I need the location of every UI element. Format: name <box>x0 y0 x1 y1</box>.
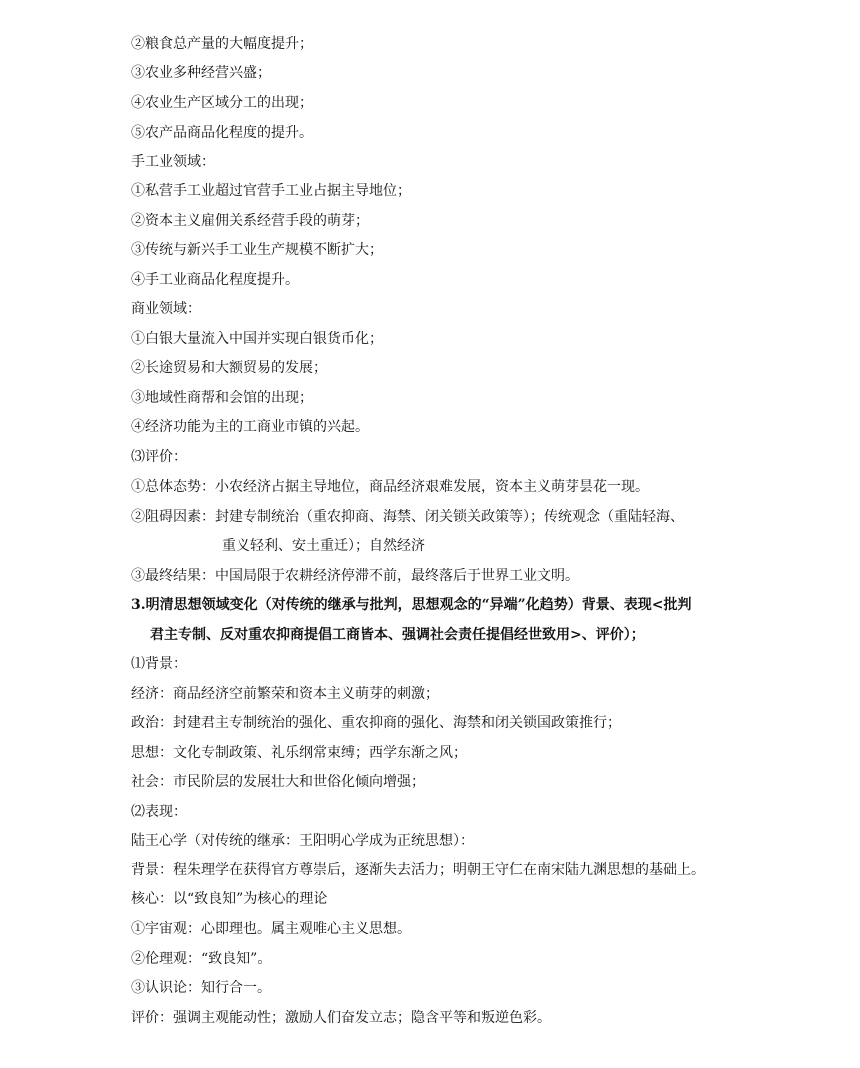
text-line: ①私营手工业超过官营手工业占据主导地位； <box>131 183 411 199</box>
text-line: 背景：程朱理学在获得官方尊崇后，逐渐失去活力；明朝王守仁在南宋陆九渊思想的基础上。 <box>131 862 705 878</box>
text-line: ②阻碍因素：封建专制统治（重农抑商、海禁、闭关锁关政策等）；传统观念（重陆轻海、 <box>131 509 684 525</box>
section-heading: 手工业领域： <box>131 154 215 170</box>
text-line: ③最终结果：中国局限于农耕经济停滞不前，最终落后于世界工业文明。 <box>131 568 579 584</box>
text-line: 社会：市民阶层的发展壮大和世俗化倾向增强； <box>131 774 425 790</box>
text-line: ①白银大量流入中国并实现白银货币化； <box>131 331 383 347</box>
section-heading: ⑵表现： <box>131 804 187 820</box>
text-line: 经济：商品经济空前繁荣和资本主义萌芽的刺激； <box>131 686 439 702</box>
text-line: ③认识论：知行合一。 <box>131 980 271 996</box>
text-line: 陆王心学（对传统的继承：王阳明心学成为正统思想）： <box>131 833 474 849</box>
text-line-continued: 重义轻利、安土重迁）；自然经济 <box>222 538 425 554</box>
text-line: 核心：以“致良知”为核心的理论 <box>131 891 328 907</box>
text-line: ④农业生产区域分工的出现； <box>131 95 313 111</box>
text-line: 思想：文化专制政策、礼乐纲常束缚；西学东渐之风； <box>131 745 467 761</box>
section-title-continued: 君主专制、反对重农抑商提倡工商皆本、强调社会责任提倡经世致用>、评价）； <box>150 627 645 643</box>
section-heading: ⑴背景： <box>131 656 187 672</box>
text-line: ②资本主义雇佣关系经营手段的萌芽； <box>131 213 369 229</box>
text-line: ④经济功能为主的工商业市镇的兴起。 <box>131 419 369 435</box>
section-heading: 商业领域： <box>131 301 201 317</box>
text-line: 政治：封建君主专制统治的强化、重农抑商的强化、海禁和闭关锁国政策推行； <box>131 715 621 731</box>
text-line: ④手工业商品化程度提升。 <box>131 272 299 288</box>
text-line: ③农业多种经营兴盛； <box>131 65 271 81</box>
text-line: ①宇宙观：心即理也。属主观唯心主义思想。 <box>131 921 411 937</box>
section-title: 3.明清思想领域变化（对传统的继承与批判，思想观念的“异端”化趋势）背景、表现<批判 <box>131 597 692 613</box>
text-line: ②长途贸易和大额贸易的发展； <box>131 360 327 376</box>
text-line: ②伦理观：“致良知”。 <box>131 951 272 967</box>
text-line: ③地域性商帮和会馆的出现； <box>131 390 313 406</box>
text-line: ③传统与新兴手工业生产规模不断扩大； <box>131 242 383 258</box>
text-line: ①总体态势：小农经济占据主导地位，商品经济艰难发展，资本主义萌芽昙花一现。 <box>131 479 649 495</box>
section-heading: ⑶评价： <box>131 449 187 465</box>
text-line: ②粮食总产量的大幅度提升； <box>131 36 313 52</box>
text-line: 评价：强调主观能动性；激励人们奋发立志；隐含平等和叛逆色彩。 <box>131 1010 551 1026</box>
text-line: ⑤农产品商品化程度的提升。 <box>131 125 313 141</box>
